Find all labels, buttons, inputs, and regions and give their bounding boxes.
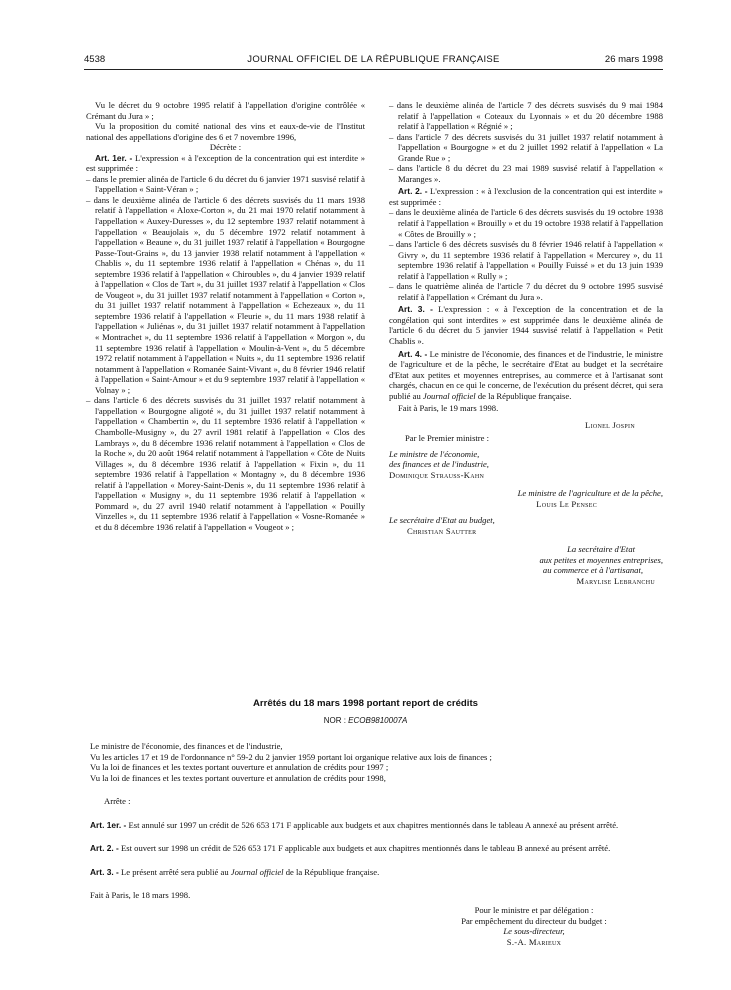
article-3	[389, 304, 663, 346]
article-label: Art. 2. -	[90, 843, 119, 853]
article-3	[86, 867, 664, 878]
list-item: – dans le quatrième alinéa de l'article 7 du décret du 9 octobre 1995 susvisé relatif à l'appellation « Crémant du Jura ».	[389, 281, 663, 302]
article-1	[86, 820, 664, 831]
preamble-line: Vu les articles 17 et 19 de l'ordonnance n° 59-2 du 2 janvier 1959 portant loi organique relative aux lois de finances ;	[90, 751, 492, 762]
header-rule	[84, 69, 663, 70]
article-label: Art. 3. -	[90, 866, 119, 877]
signatory-role: Le ministre de l'agriculture et de la pêche,	[517, 488, 663, 499]
signature-date: Fait à Paris, le 19 mars 1998.	[398, 403, 499, 414]
nor-reference	[0, 716, 731, 725]
visa-paragraph: Vu la proposition du comité national des vins et eaux-de-vie de l'Institut national des appellations d'origine des 6 et 7 novembre 1996,	[86, 121, 365, 142]
decrete-heading: Décrète :	[209, 142, 242, 153]
delegation-line: Pour le ministre et par délégation :	[474, 905, 594, 915]
left-column	[86, 100, 365, 532]
right-column	[389, 100, 663, 586]
signature-block	[389, 420, 663, 587]
article-text: Est ouvert sur 1998 un crédit de 526 653 171 F applicable aux budgets et aux chapitres mentionnés dans le tableau B annexé au présent arrêté.	[121, 843, 611, 853]
arrete-body	[86, 741, 664, 947]
preamble-line: Le ministre de l'économie, des finances et de l'industrie,	[90, 741, 283, 751]
list-item: – dans l'article 6 des décrets susvisés du 8 février 1946 relatif à l'appellation « Givry », du 11 septembre 1936 relatif à l'appellation « Mercurey », du 11 septembre 1936 relatif à l'appellation « Pouilly Fuissé » et du 13 juin 1939 relatif à l'appellation « Rully » ;	[389, 239, 663, 281]
delegation-line: Le sous-directeur,	[503, 926, 565, 937]
signatory-name: Louis Le Pensec	[536, 498, 597, 509]
article-text: Le présent arrêté sera publié au	[121, 866, 229, 877]
arrete-heading: Arrête :	[104, 796, 131, 806]
journal-officiel-ref: Journal officiel	[422, 390, 476, 401]
list-item: – dans le deuxième alinéa de l'article 6 des décrets susvisés du 19 octobre 1938 relatif à l'appellation « Brouilly » et du 19 octobre 1938 relatif à l'appellation « Côtes de Brouilly » ;	[389, 207, 663, 239]
article-4	[389, 349, 663, 402]
article-text: L'expression : « à l'exclusion de la concentration qui est interdite » est supprimée :	[389, 186, 663, 207]
preamble-line: Vu la loi de finances et les textes portant ouverture et annulation de crédits pour 1997 ;	[90, 762, 389, 772]
signatory-role: Par le Premier ministre :	[405, 433, 490, 444]
article-label: Art. 3. -	[398, 304, 433, 315]
article-label: Art. 1er. -	[95, 152, 133, 163]
page-header	[84, 54, 663, 68]
journal-officiel-ref: Journal officiel	[230, 866, 284, 877]
issue-date: 26 mars 1998	[604, 54, 663, 65]
article-2	[86, 843, 664, 854]
visa-paragraph: Vu le décret du 9 octobre 1995 relatif à l'appellation d'origine contrôlée « Crémant du Jura » ;	[86, 100, 365, 121]
signatory-role: La secrétaire d'Etat	[567, 544, 635, 555]
article-text: L'expression « à l'exception de la concentration qui est interdite » est supprimée :	[86, 152, 365, 174]
signatory-name: Lionel Jospin	[585, 419, 635, 430]
signatory-role: des finances et de l'industrie,	[389, 459, 489, 470]
journal-title: JOURNAL OFFICIEL DE LA RÉPUBLIQUE FRANÇAISE	[247, 54, 500, 65]
list-item: – dans l'article 8 du décret du 23 mai 1989 susvisé relatif à l'appellation « Maranges ».	[389, 163, 663, 184]
signatory-name: Christian Sautter	[407, 525, 477, 536]
article-1	[86, 153, 365, 174]
nor-code: ECOB9810007A	[348, 716, 408, 725]
article-label: Art. 1er. -	[90, 819, 127, 830]
list-item: – dans l'article 7 des décrets susvisés du 31 juillet 1937 relatif notamment à l'appellation « Bourgogne » et du 2 juillet 1992 relatif à l'appellation « La Grande Rue » ;	[389, 131, 663, 163]
signature-date: Fait à Paris, le 18 mars 1998.	[90, 890, 191, 900]
article-2	[389, 186, 663, 207]
signatory-role: aux petites et moyennes entreprises,	[539, 554, 663, 565]
article-label: Art. 4. -	[398, 348, 428, 359]
signatory-name: S.-A. Marieux	[506, 936, 562, 947]
signatory-role: Le secrétaire d'Etat au budget,	[389, 515, 495, 526]
signatory-role: Le ministre de l'économie,	[389, 448, 480, 459]
nor-label: NOR :	[323, 716, 346, 725]
signatory-name: Dominique Strauss-Kahn	[389, 469, 485, 480]
article-text: de la République française.	[285, 866, 380, 877]
article-text: L'expression : « à l'exception de la concentration et de la congélation qui sont interdites » est supprimée dans le deuxième alinéa de l'article 6 du décret du 5 janvier 1944 susvisé relatif à l'appellation « Petit Chablis ».	[389, 304, 663, 347]
page-number: 4538	[84, 54, 106, 65]
signatory-name: Marylise Lebranchu	[576, 575, 655, 586]
signatory-role: au commerce et à l'artisanat,	[542, 565, 643, 576]
list-item: – dans le premier alinéa de l'article 6 du décret du 6 janvier 1971 susvisé relatif à l'appellation « Saint-Véran » ;	[86, 173, 365, 195]
article-text: de la République française.	[477, 390, 572, 401]
delegation-signature	[404, 905, 664, 947]
article-label: Art. 2. -	[398, 186, 428, 197]
delegation-line: Par empêchement du directeur du budget :	[461, 915, 607, 926]
list-item: – dans l'article 6 des décrets susvisés du 31 juillet 1937 relatif notamment à l'appellation « Bourgogne aligoté », du 31 juillet 1937 relatif notamment à l'appellation « Chambertin », du 11 septembre 1936 relatif à l'appellation « Chambolle-Musigny », du 27 avril 1981 relatif à l'appellation « Clos des Lambrays », du 8 décembre 1936 relatif notamment à l'appellation « Clos de la Roche », du 20 août 1964 relatif notamment à l'appellation « Côte de Nuits Villages », du 8 décembre 1936 relatif à l'appellation « Fixin », du 11 septembre 1936 relatif à l'appellation « Montagny », du 8 décembre 1936 relatif à l'appellation « Morey-Saint-Denis », du 11 septembre 1936 relatif à l'appellation « Musigny », du 11 septembre 1936 relatif à l'appellation « Pommard », du 27 avril 1940 relatif notamment à l'appellation « Pouilly Vinzelles », du 11 septembre 1936 relatif à l'appellation « Vosne-Romanée » et du 8 décembre 1936 relatif à l'appellation « Vougeot » ;	[86, 395, 365, 532]
article-text: Le ministre de l'économie, des finances et de l'industrie, le ministre de l'agriculture et de la pêche, le secrétaire d'Etat au budget et la secrétaire d'Etat aux petites et moyennes entreprises, au commerce et à l'artisanat sont chargés, chacun en ce qui le concerne, de l'exécution du présent décret, qui sera publié au	[389, 348, 663, 401]
list-item: – dans le deuxième alinéa de l'article 6 des décrets susvisés du 11 mars 1938 relatif à l'appellation « Aloxe-Corton », du 21 mai 1970 relatif notamment à l'appellation « Auxey-Duresses », du 12 septembre 1937 relatif notamment à l'appellation « Beaujolais », du 5 décembre 1972 relatif notamment à l'appellation « Beaune », du 31 juillet 1937 relatif à l'appellation « Bourgogne Passe-Tout-Grains », du 13 janvier 1938 relatif notamment à l'appellation « Chablis », du 11 septembre 1936 relatif à l'appellation « Chénas », du 11 septembre 1936 relatif à l'appellation « Chiroubles », du 4 janvier 1939 relatif à l'appellation « Clos de Tart », du 31 juillet 1937 relatif à l'appellation « Clos de Vougeot », du 31 juillet 1937 relatif notamment à l'appellation « Corton », du 31 juillet 1937 relatif notamment à l'appellation « Echezeaux », du 11 septembre 1936 relatif à l'appellation « Fleurie », du 11 mars 1938 relatif à l'appellation « Juliénas », du 31 juillet 1937 relatif notamment à l'appellation « Montrachet », du 11 septembre 1936 relatif à l'appellation « Morgon », du 11 septembre 1936 relatif à l'appellation « Moulin-à-Vent », du 5 décembre 1972 relatif notamment à l'appellation « Nuits », du 11 septembre 1936 relatif notamment à l'appellation « Romanée Saint-Vivant », du 8 février 1946 relatif à l'appellation « Saint-Amour » et du 9 septembre 1937 relatif à l'appellation « Volnay » ;	[86, 194, 365, 395]
preamble-line: Vu la loi de finances et les textes portant ouverture et annulation de crédits pour 1998,	[90, 772, 386, 783]
section-title: Arrêtés du 18 mars 1998 portant report de crédits	[252, 698, 478, 709]
article-text: Est annulé sur 1997 un crédit de 526 653 171 F applicable aux budgets et aux chapitres mentionnés dans le tableau A annexé au présent arrêté.	[128, 819, 619, 830]
list-item: – dans le deuxième alinéa de l'article 7 des décrets susvisés du 9 mai 1984 relatif à l'appellation « Coteaux du Lyonnais » et du 20 décembre 1988 relatif à l'appellation « Régnié » ;	[389, 100, 663, 132]
